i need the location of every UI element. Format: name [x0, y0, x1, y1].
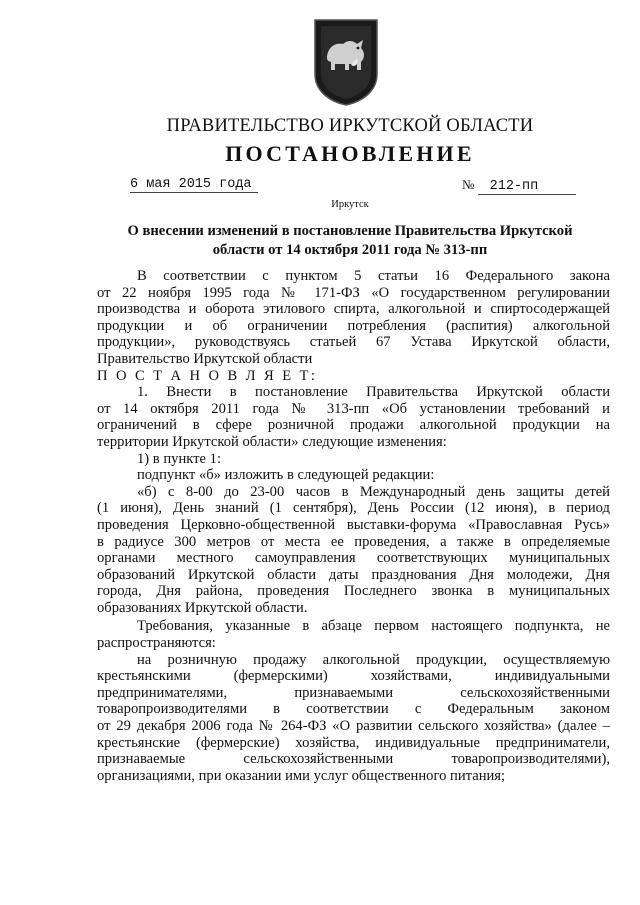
- text-line: организациями, при оказании ими услуг общественного питания;: [97, 767, 506, 784]
- heading-line: О внесении изменений в постановление Правительства Иркутской: [127, 223, 573, 239]
- resolves-word: [97, 368, 610, 385]
- text-line: крестьянские (фермерские) хозяйства, индивидуальные предприниматели,: [97, 734, 610, 751]
- text-line: города, Дня района, проведения Последнего звонка в муниципальных: [97, 583, 610, 600]
- city-name: Иркутск: [331, 199, 369, 210]
- text-line: (1 июня), День знаний (1 сентября), День России (12 июня), в период: [97, 500, 610, 517]
- paragraph-new-wording: [97, 484, 610, 617]
- text-line: территории Иркутской области» следующие изменения:: [97, 433, 447, 450]
- government-name: ПРАВИТЕЛЬСТВО ИРКУТСКОЙ ОБЛАСТИ: [166, 116, 534, 136]
- text-line: В соответствии с пунктом 5 статьи 16 Федерального закона: [137, 268, 610, 284]
- document-date: 6 мая 2015 года: [130, 177, 258, 193]
- text-line: проведения Церковно-общественной выставки-форума «Православная Русь»: [97, 516, 610, 533]
- document-heading: [100, 222, 600, 260]
- text-line: на розничную продажу алкогольной продукции, осуществляемую: [137, 651, 610, 668]
- paragraph-exceptions: [97, 652, 610, 785]
- paragraph-preamble: [97, 268, 610, 368]
- text-line: органами местного самоуправления соответствующих муниципальных: [97, 550, 610, 567]
- text-line: от 29 декабря 2006 года № 264-ФЗ «О развитии сельского хозяйства» (далее –: [97, 718, 610, 735]
- paragraph-requirements: [97, 618, 610, 651]
- text-line: признаваемые сельскохозяйственными товаропроизводителями),: [97, 751, 610, 768]
- number-sign: №: [462, 177, 475, 192]
- text-line: товаропроизводителями в соответствии с Федеральным законом: [97, 701, 610, 718]
- text-line: производства и оборота этилового спирта, алкогольной и спиртосодержащей: [97, 301, 610, 318]
- text-line: ограничений в сфере розничной продажи алкогольной продукции на: [97, 417, 610, 434]
- text-line: 1. Внести в постановление Правительства Иркутской области: [137, 384, 610, 401]
- text-line: образованиях Иркутской области.: [97, 599, 308, 616]
- document-type-title: ПОСТАНОВЛЕНИЕ: [225, 141, 475, 166]
- text-line: П О С Т А Н О В Л Я Е Т:: [97, 367, 318, 384]
- paragraph-subitem-b: [97, 467, 610, 484]
- paragraph-item-1: [97, 384, 610, 450]
- text-line: в радиусе 300 метров от места ее проведения, а также в определяемые: [97, 533, 610, 550]
- document-number: 212-пп: [478, 179, 576, 195]
- document-number-block: [462, 177, 576, 195]
- text-line: от 14 октября 2011 года № 313-пп «Об установлении требований и: [97, 400, 610, 417]
- text-line: Правительство Иркутской области: [97, 350, 313, 367]
- heading-line: области от 14 октября 2011 года № 313-пп: [212, 242, 488, 258]
- text-line: продукции», руководствуясь статьей 67 Устава Иркутской области,: [97, 334, 610, 351]
- text-line: «б) с 8-00 до 23-00 часов в Международный день защиты детей: [137, 483, 610, 500]
- text-line: Требования, указанные в абзаце первом настоящего подпункта, не: [137, 618, 610, 635]
- paragraph-subitem: [97, 451, 610, 468]
- text-line: предпринимателями, признаваемыми сельскохозяйственными: [97, 684, 610, 701]
- coat-of-arms-emblem: [313, 18, 379, 106]
- text-line: крестьянскими (фермерскими) хозяйствами, индивидуальными: [97, 668, 610, 685]
- text-line: 1) в пункте 1:: [137, 450, 222, 467]
- document-body: [97, 268, 610, 784]
- text-line: подпункт «б» изложить в следующей редакции:: [137, 467, 435, 484]
- text-line: продукции и об ограничении потребления (распития) алкогольной: [97, 317, 610, 334]
- text-line: образований Иркутской области даты празднования Дня молодежи, Дня: [97, 566, 610, 583]
- text-line: от 22 ноября 1995 года № 171-ФЗ «О государственном регулировании: [97, 284, 610, 301]
- text-line: распространяются:: [97, 635, 216, 652]
